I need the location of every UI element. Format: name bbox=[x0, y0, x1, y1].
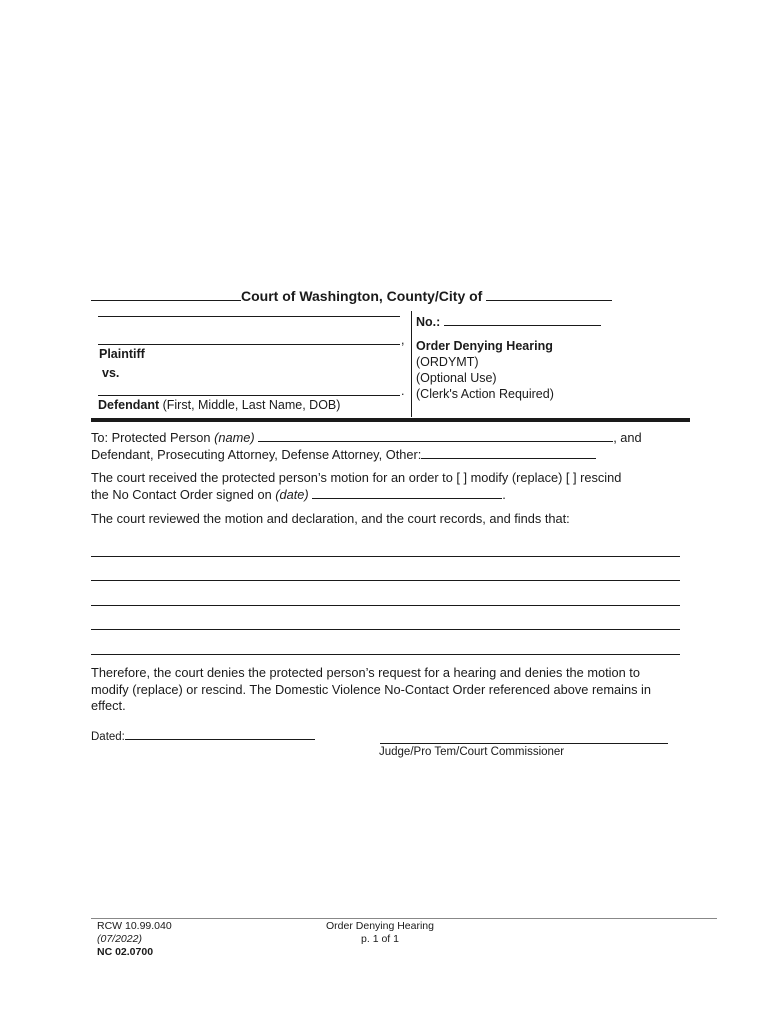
defendant-hint: (First, Middle, Last Name, DOB) bbox=[162, 398, 341, 412]
order-date-field[interactable] bbox=[312, 497, 502, 499]
optional-use: (Optional Use) bbox=[416, 371, 497, 385]
caption-divider bbox=[91, 418, 690, 422]
doc-title: Order Denying Hearing bbox=[416, 339, 553, 353]
motion-line2-prefix: the No Contact Order signed on bbox=[91, 486, 272, 502]
to-paragraph bbox=[91, 430, 691, 463]
motion-date-hint: (date) bbox=[275, 486, 309, 502]
dated-label: Dated: bbox=[91, 731, 125, 743]
court-title: Court of Washington, County/City of bbox=[241, 288, 483, 304]
findings-line-1[interactable] bbox=[91, 556, 680, 557]
defendant-name-line[interactable] bbox=[98, 395, 400, 396]
to-name-hint: (name) bbox=[214, 430, 255, 445]
court-title-line bbox=[91, 288, 636, 304]
case-number-field[interactable] bbox=[444, 324, 601, 326]
signature-label: Judge/Pro Tem/Court Commissioner bbox=[379, 746, 565, 758]
findings-line-2[interactable] bbox=[91, 580, 680, 581]
county-blank-left[interactable] bbox=[91, 299, 241, 301]
dated-row bbox=[91, 731, 315, 743]
defendant-row bbox=[98, 398, 340, 412]
county-blank-right[interactable] bbox=[486, 299, 612, 301]
reviewed-paragraph: The court reviewed the motion and declaration, and the court records, and finds that: bbox=[91, 511, 570, 526]
footer-page: p. 1 of 1 bbox=[361, 933, 399, 945]
to-line2: Defendant, Prosecuting Attorney, Defense Attorney, Other: bbox=[91, 446, 422, 462]
footer-rcw: RCW 10.99.040 bbox=[97, 920, 172, 932]
findings-line-3[interactable] bbox=[91, 605, 680, 606]
plaintiff-label: Plaintiff bbox=[99, 347, 145, 361]
comma-2: . bbox=[401, 384, 405, 398]
footer-revision: (07/2022) bbox=[97, 933, 142, 945]
dated-field[interactable] bbox=[125, 738, 315, 740]
case-number-row bbox=[416, 314, 601, 330]
motion-line1: The court received the protected person’s motion for an order to [ ] modify (replace) [ ] rescind bbox=[91, 470, 622, 485]
caption-parties bbox=[91, 311, 412, 417]
plaintiff-name-line[interactable] bbox=[98, 344, 400, 345]
vs-label: vs. bbox=[102, 366, 120, 380]
protected-person-field[interactable] bbox=[258, 440, 613, 442]
findings-line-4[interactable] bbox=[91, 629, 680, 630]
to-suffix: , and bbox=[613, 430, 642, 445]
plaintiff-top-rule bbox=[98, 316, 400, 317]
case-number-label: No.: bbox=[416, 315, 441, 329]
other-party-field[interactable] bbox=[421, 457, 596, 459]
clerk-action: (Clerk's Action Required) bbox=[416, 387, 554, 401]
motion-paragraph bbox=[91, 470, 691, 503]
findings-line-5[interactable] bbox=[91, 654, 680, 655]
doc-code: (ORDYMT) bbox=[416, 355, 479, 369]
footer-rule bbox=[91, 918, 717, 919]
comma-1: , bbox=[401, 333, 405, 347]
defendant-label: Defendant bbox=[98, 398, 160, 412]
footer-center bbox=[280, 920, 480, 946]
footer-left bbox=[97, 920, 172, 959]
footer-form-title: Order Denying Hearing bbox=[326, 920, 434, 932]
caption-right bbox=[416, 314, 601, 402]
to-prefix: To: Protected Person bbox=[91, 430, 211, 445]
motion-line2-suffix: . bbox=[502, 486, 506, 502]
therefore-paragraph: Therefore, the court denies the protected person’s request for a hearing and denies the motion to modify (replace) or rescind. The Domestic Violence No-Contact Order referenced above remains in effect. bbox=[91, 665, 651, 713]
footer-form-number: NC 02.0700 bbox=[97, 946, 154, 958]
signature-line[interactable] bbox=[380, 743, 668, 744]
